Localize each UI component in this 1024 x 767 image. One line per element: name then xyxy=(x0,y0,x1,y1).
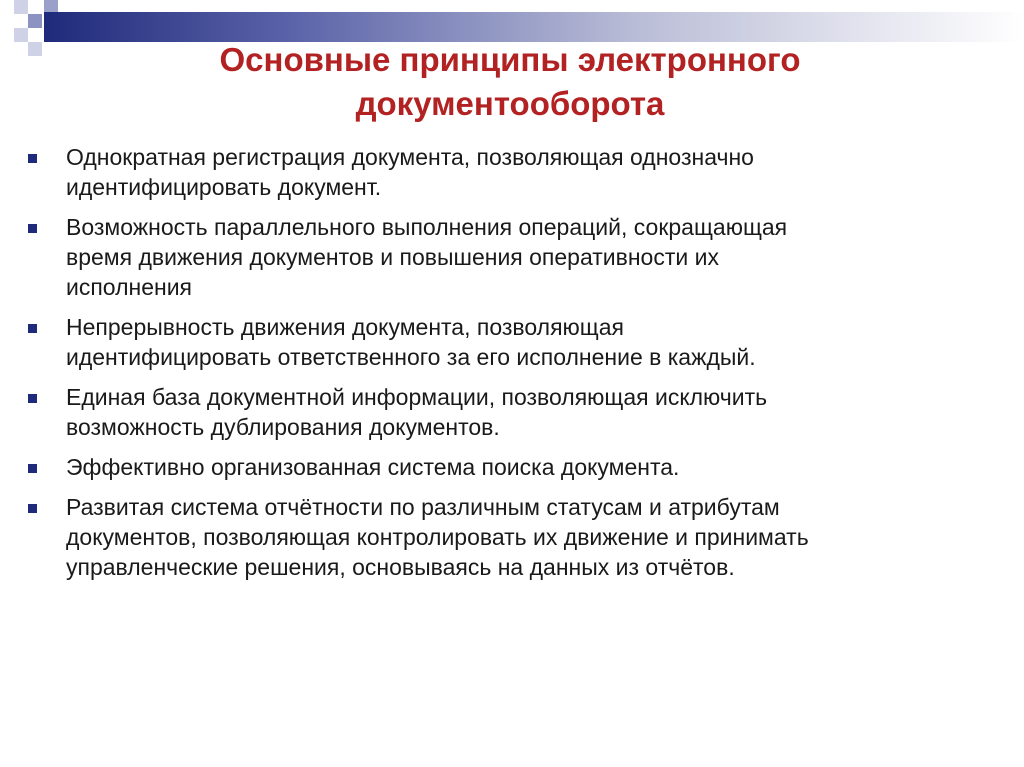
bullet-line: Единая база документной информации, позволяющая исключить xyxy=(66,384,768,410)
bullet-item xyxy=(26,382,1006,442)
bullet-item xyxy=(26,142,1006,202)
square-bullet-icon xyxy=(28,464,37,473)
square-bullet-icon xyxy=(28,154,37,163)
decorative-square xyxy=(14,28,28,42)
bullet-line: идентифицировать ответственного за его исполнение в каждый. xyxy=(66,344,756,370)
bullet-line: идентифицировать документ. xyxy=(66,174,382,200)
bullet-line: возможность дублирования документов. xyxy=(66,414,500,440)
bullet-line: Развитая система отчётности по различным статусам и атрибутам xyxy=(66,494,780,520)
square-bullet-icon xyxy=(28,504,37,513)
slide-title-line: документооборота xyxy=(355,85,665,122)
square-bullet-icon xyxy=(28,324,37,333)
slide-title-line: Основные принципы электронного xyxy=(219,41,801,78)
bullet-list xyxy=(26,142,1006,592)
bullet-line: Непрерывность движения документа, позволяющая xyxy=(66,314,624,340)
bullet-line: время движения документов и повышения оперативности их xyxy=(66,244,719,270)
bullet-line: документов, позволяющая контролировать их движение и принимать xyxy=(66,524,809,550)
bullet-line: Возможность параллельного выполнения операций, сокращающая xyxy=(66,214,788,240)
decorative-square xyxy=(14,0,28,14)
decorative-square xyxy=(28,14,42,28)
bullet-line: Эффективно организованная система поиска документа. xyxy=(66,454,680,480)
bullet-line: исполнения xyxy=(66,274,193,300)
slide-title xyxy=(80,38,940,126)
bullet-item xyxy=(26,452,1006,482)
square-bullet-icon xyxy=(28,224,37,233)
bullet-item xyxy=(26,312,1006,372)
square-bullet-icon xyxy=(28,394,37,403)
bullet-line: Однократная регистрация документа, позволяющая однозначно xyxy=(66,144,754,170)
bullet-line: управленческие решения, основываясь на данных из отчётов. xyxy=(66,554,735,580)
bullet-item xyxy=(26,212,1006,302)
decorative-square xyxy=(28,42,42,56)
bullet-item xyxy=(26,492,1006,582)
